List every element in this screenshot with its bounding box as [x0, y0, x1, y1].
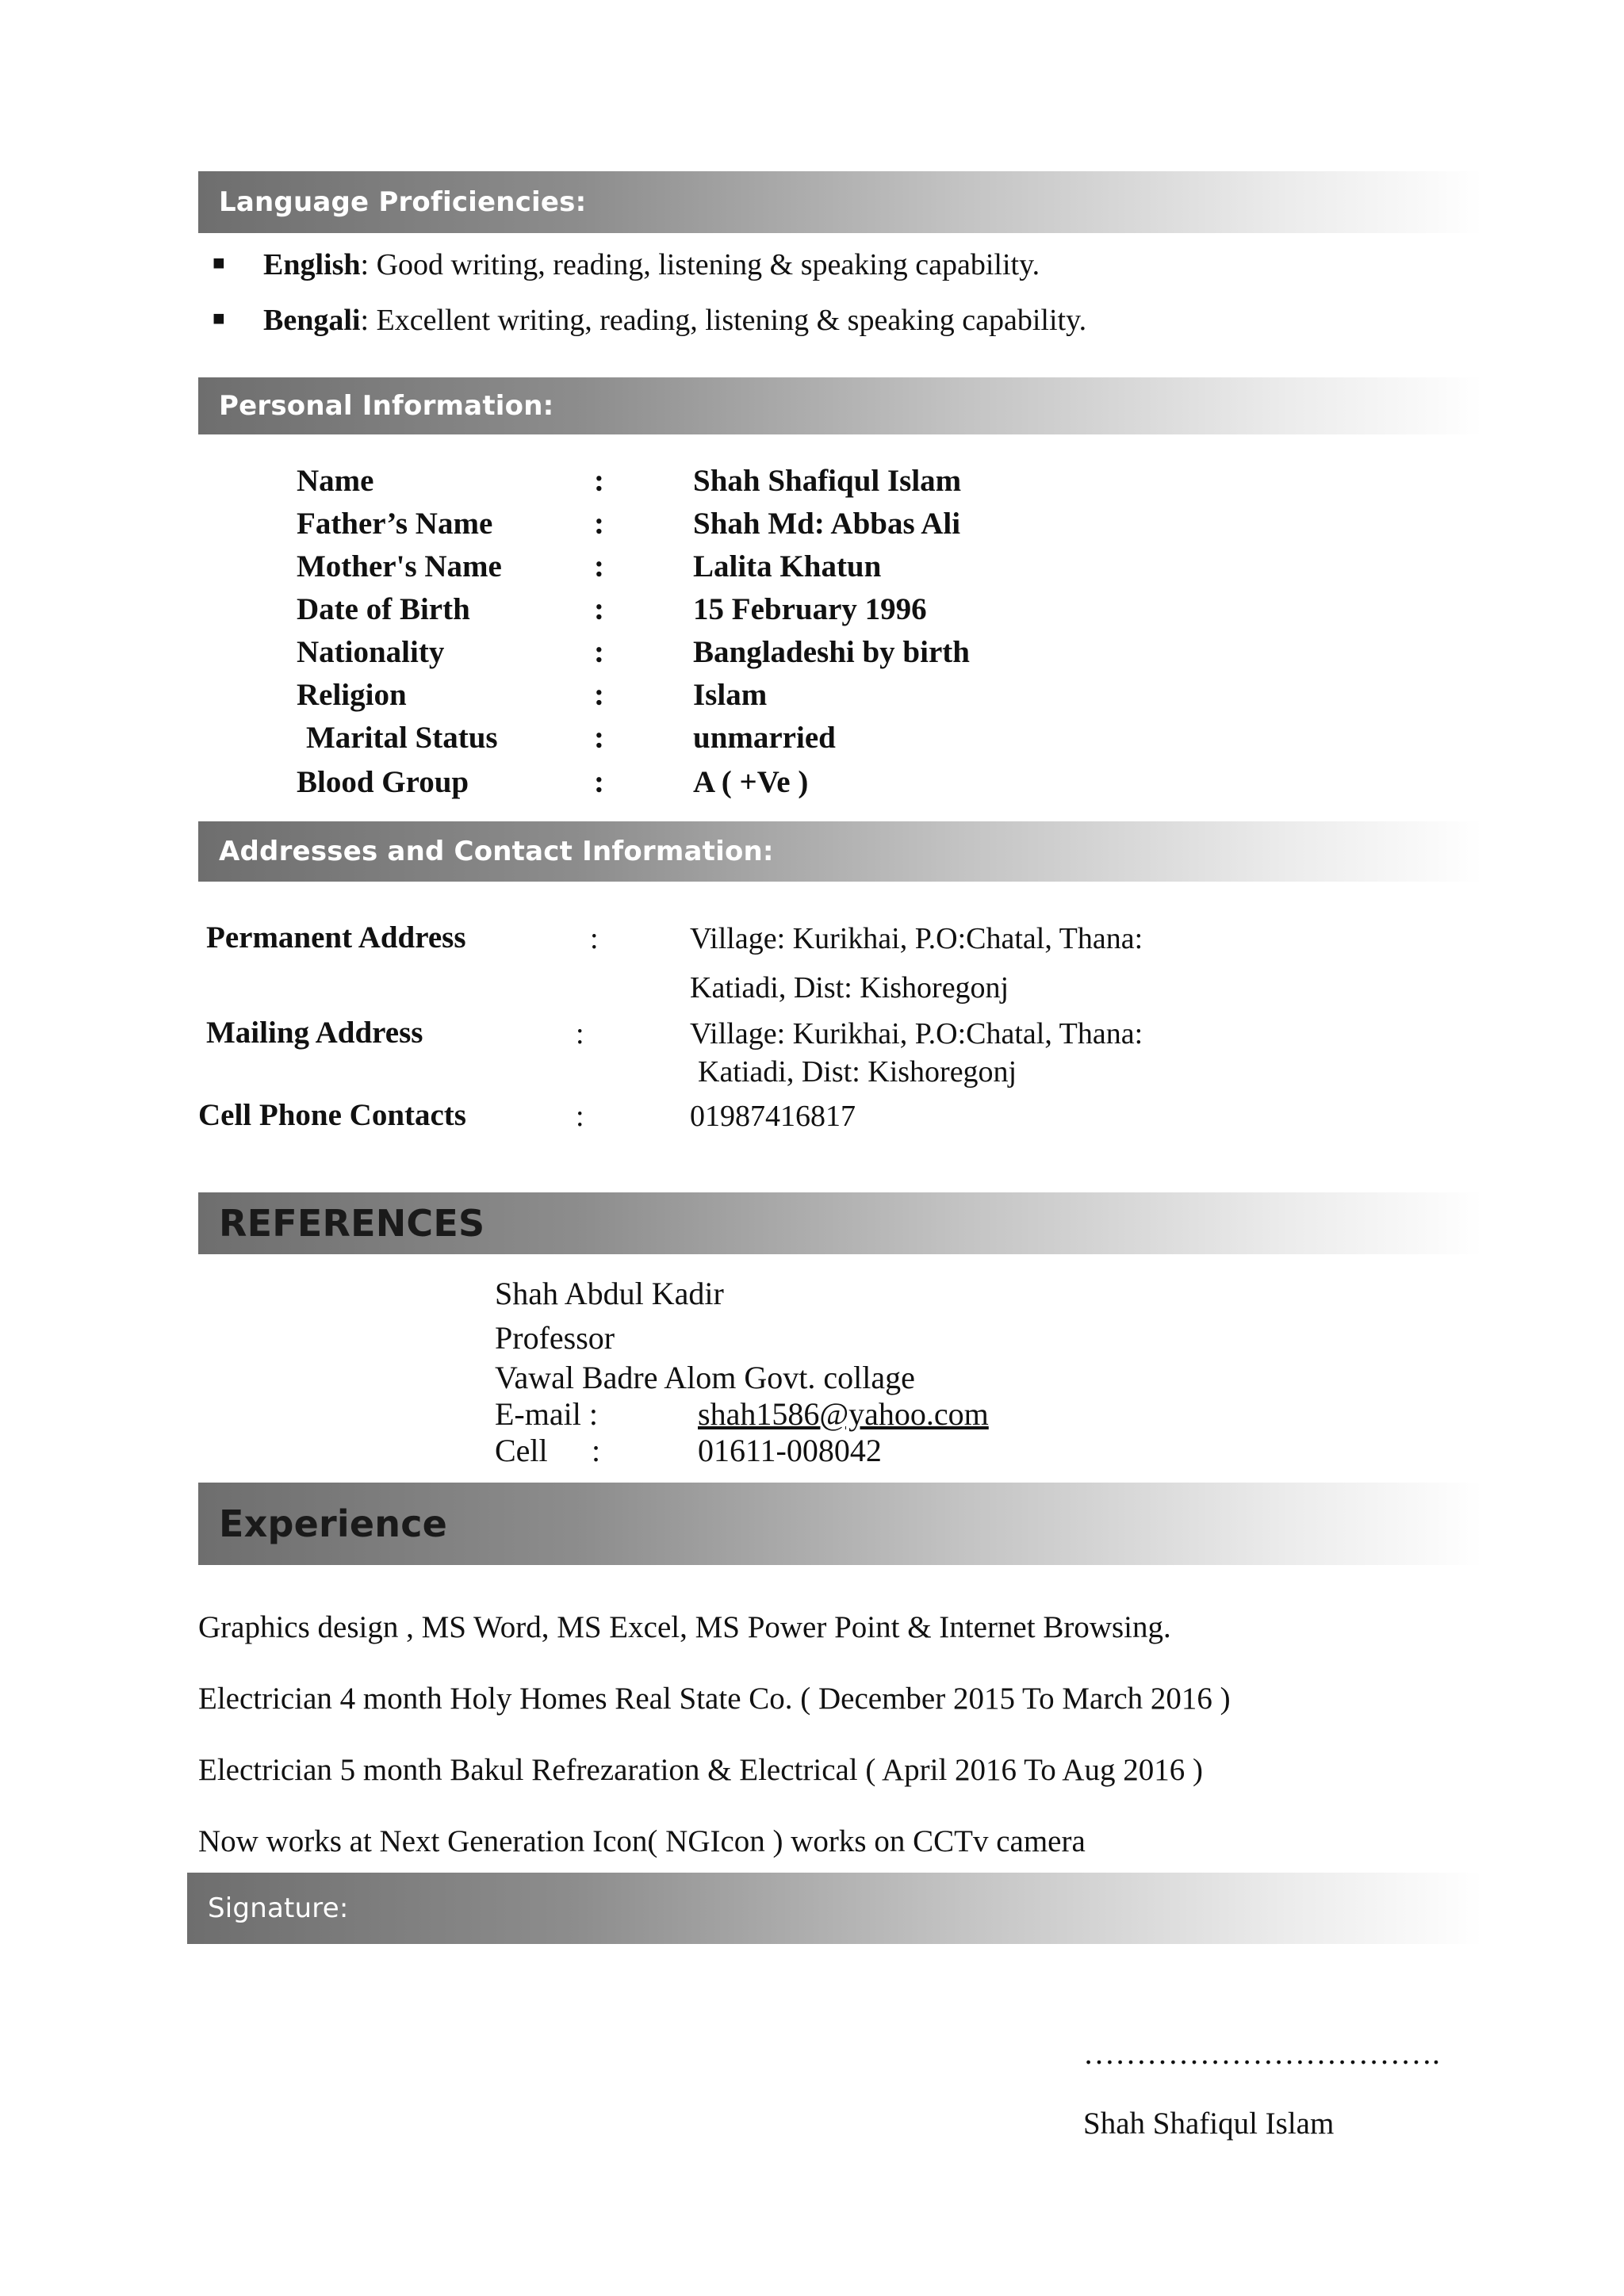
- info-row: [297, 506, 960, 541]
- info-colon: :: [594, 464, 604, 498]
- reference-cell-value: 01611-008042: [698, 1433, 882, 1468]
- info-label: Marital Status: [306, 721, 498, 755]
- info-value: Shah Md: Abbas Ali: [693, 507, 961, 541]
- info-row: [297, 764, 808, 800]
- experience-line: Now works at Next Generation Icon( NGIcon ) works on CCTv camera: [198, 1824, 1086, 1858]
- reference-cell-label: Cell: [495, 1433, 548, 1468]
- experience-line: Graphics design , MS Word, MS Excel, MS Power Point & Internet Browsing.: [198, 1610, 1171, 1644]
- cell-phone-colon: :: [576, 1100, 584, 1133]
- info-value: Lalita Khatun: [693, 549, 882, 584]
- info-label: Name: [297, 464, 374, 498]
- info-row: [297, 549, 881, 584]
- language-name: English: [263, 248, 361, 281]
- square-bullet-icon: ■: [213, 251, 225, 274]
- references-section-header: [198, 1192, 1483, 1254]
- info-colon: :: [594, 678, 604, 712]
- info-value: A ( +Ve ): [693, 765, 809, 799]
- section-title: Experience: [219, 1502, 448, 1545]
- mailing-address-label: Mailing Address: [206, 1016, 423, 1050]
- reference-institution: Vawal Badre Alom Govt. collage: [495, 1360, 915, 1395]
- info-row: [297, 463, 961, 499]
- info-value: unmarried: [693, 721, 836, 755]
- experience-section-header: [198, 1483, 1483, 1565]
- info-label: Blood Group: [297, 765, 469, 799]
- info-label: Father’s Name: [297, 507, 493, 541]
- info-label: Date of Birth: [297, 592, 470, 626]
- experience-line: Electrician 4 month Holy Homes Real State Co. ( December 2015 To March 2016 ): [198, 1682, 1231, 1716]
- language-name: Bengali: [263, 304, 361, 337]
- info-colon: :: [594, 507, 604, 541]
- permanent-address-line1: Village: Kurikhai, P.O:Chatal, Thana:: [690, 922, 1143, 955]
- info-row: [297, 720, 836, 756]
- square-bullet-icon: ■: [213, 307, 225, 330]
- reference-email-link[interactable]: shah1586@yahoo.com: [698, 1396, 989, 1432]
- info-label: Religion: [297, 678, 407, 712]
- info-label: Mother's Name: [297, 549, 502, 584]
- cell-phone-value: 01987416817: [690, 1100, 856, 1133]
- section-title: Language Proficiencies:: [219, 186, 587, 218]
- info-row: [297, 677, 767, 713]
- permanent-address-label: Permanent Address: [206, 920, 466, 955]
- section-title: REFERENCES: [219, 1202, 485, 1245]
- info-colon: :: [594, 592, 604, 626]
- reference-name: Shah Abdul Kadir: [495, 1276, 724, 1311]
- signature-name: Shah Shafiqul Islam: [1083, 2107, 1335, 2141]
- signature-line: …………………………….: [1083, 2035, 1440, 2071]
- info-colon: :: [594, 635, 604, 669]
- mailing-address-line2: Katiadi, Dist: Kishoregonj: [698, 1055, 1017, 1089]
- section-title: Addresses and Contact Information:: [219, 836, 774, 867]
- info-colon: :: [594, 549, 604, 584]
- language-section-header: [198, 171, 1483, 233]
- reference-position: Professor: [495, 1320, 615, 1356]
- info-value: Shah Shafiqul Islam: [693, 464, 962, 498]
- info-label: Nationality: [297, 635, 445, 669]
- list-item: [213, 303, 1086, 338]
- experience-line: Electrician 5 month Bakul Refrezaration & Electrical ( April 2016 To Aug 2016 ): [198, 1753, 1203, 1787]
- section-title: Signature:: [208, 1892, 349, 1924]
- contact-section-header: [198, 821, 1483, 882]
- mailing-address-colon: :: [576, 1017, 584, 1050]
- personal-section-header: [198, 377, 1483, 434]
- list-item: [213, 247, 1040, 282]
- reference-email-label: E-mail :: [495, 1396, 598, 1432]
- info-value: 15 February 1996: [693, 592, 927, 626]
- info-row: [297, 591, 927, 627]
- info-value: Bangladeshi by birth: [693, 635, 970, 669]
- reference-cell-colon: :: [592, 1433, 601, 1468]
- info-colon: :: [594, 765, 604, 799]
- permanent-address-line2: Katiadi, Dist: Kishoregonj: [690, 971, 1009, 1004]
- info-value: Islam: [693, 678, 768, 712]
- section-title: Personal Information:: [219, 390, 554, 422]
- language-description: : Excellent writing, reading, listening & speaking capability.: [360, 304, 1087, 337]
- cell-phone-label: Cell Phone Contacts: [198, 1098, 466, 1132]
- info-colon: :: [594, 721, 604, 755]
- signature-section-header: [187, 1873, 1483, 1944]
- info-row: [297, 634, 970, 670]
- language-description: : Good writing, reading, listening & speaking capability.: [360, 248, 1040, 281]
- mailing-address-line1: Village: Kurikhai, P.O:Chatal, Thana:: [690, 1017, 1143, 1050]
- permanent-address-colon: :: [590, 922, 599, 955]
